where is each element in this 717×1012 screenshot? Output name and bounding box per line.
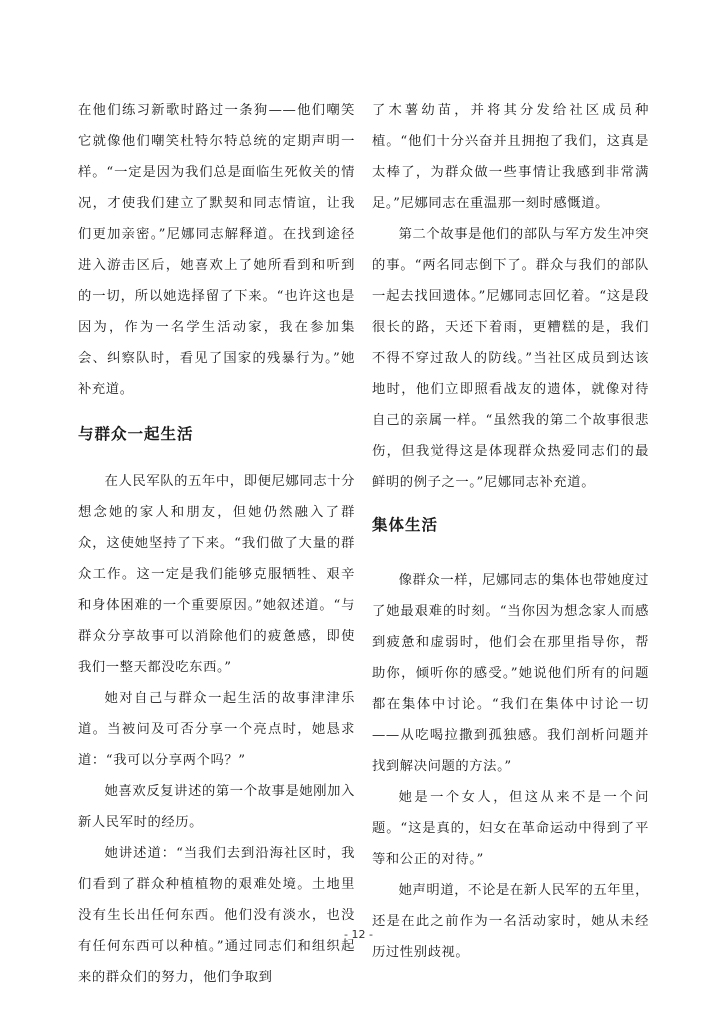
left-paragraph-5: 她讲述道：“当我们去到沿海社区时，我们看到了群众种植植物的艰难处境。土地里没有生长出任何东西。他们没有淡水，也没有任何东西可以种植。”通过同志们和组织起来的群众们的努力，他们争取到 xyxy=(78,846,355,985)
left-paragraph-1: 在他们练习新歌时路过一条狗——他们嘲笑它就像他们嘲笑杜特尔特总统的定期声明一样。“一定是因为我们总是面临生死攸关的情况，才使我们建立了默契和同志情谊，让我们更加亲密。”尼娜同志解释道。在找到途径进入游击区后，她喜欢上了她所看到和听到的一切，所以她选择留了下来。“也许这也是因为，作为一名学生活动家，我在参加集会、纠察队时，看见了国家的残暴行为。”她补充道。 xyxy=(78,103,355,397)
left-paragraph-2: 在人民军队的五年中，即便尼娜同志十分想念她的家人和朋友，但她仍然融入了群众，这使她坚持了下来。“我们做了大量的群众工作。这一定是我们能够克服牺牲、艰辛和身体困难的一个重要原因。”她叙述道。“与群众分享故事可以消除他们的疲惫感，即使我们一整天都没吃东西。” xyxy=(78,474,355,675)
left-paragraph-4: 她喜欢反复讲述的第一个故事是她刚加入新人民军时的经历。 xyxy=(78,784,355,830)
right-paragraph-1: 了木薯幼苗，并将其分发给社区成员种植。“他们十分兴奋并且拥抱了我们，这真是太棒了，为群众做一些事情让我感到非常满足。”尼娜同志在重温那一刻时感慨道。 xyxy=(372,103,649,211)
right-paragraph-4: 她是一个女人，但这从来不是一个问题。“这是真的，妇女在革命运动中得到了平等和公正的对待。” xyxy=(372,790,649,867)
left-paragraph-3: 她对自己与群众一起生活的故事津津乐道。当被问及可否分享一个亮点时，她恳求道：“我可以分享两个吗？” xyxy=(78,691,355,768)
right-paragraph-5: 她声明道，不论是在新人民军的五年里，还是在此之前作为一名活动家时，她从未经历过性别歧视。 xyxy=(372,883,649,960)
right-paragraph-3: 像群众一样，尼娜同志的集体也带她度过了她最艰难的时刻。“当你因为想念家人而感到疲惫和虚弱时，他们会在那里指导你，帮助你，倾听你的感受。”她说他们所有的问题都在集体中讨论。“我们在集体中讨论一切——从吃喝拉撒到孤独感。我们剖析问题并找到解决问题的方法。” xyxy=(372,573,649,774)
section-heading-collective-life: 集体生活 xyxy=(372,516,439,534)
page-number: - 12 - xyxy=(344,928,373,941)
section-heading-living-with-masses: 与群众一起生活 xyxy=(78,425,194,443)
left-column xyxy=(78,95,355,993)
right-column xyxy=(372,95,649,968)
right-paragraph-2: 第二个故事是他们的部队与军方发生冲突的事。“两名同志倒下了。群众与我们的部队一起去找回遗体。”尼娜同志回忆着。“这是段很长的路，天还下着雨，更糟糕的是，我们不得不穿过敌人的防线。”当社区成员到达该地时，他们立即照看战友的遗体，就像对待自己的亲属一样。“虽然我的第二个故事很悲伤，但我觉得这是体现群众热爱同志们的最鲜明的例子之一。”尼娜同志补充道。 xyxy=(372,227,649,490)
